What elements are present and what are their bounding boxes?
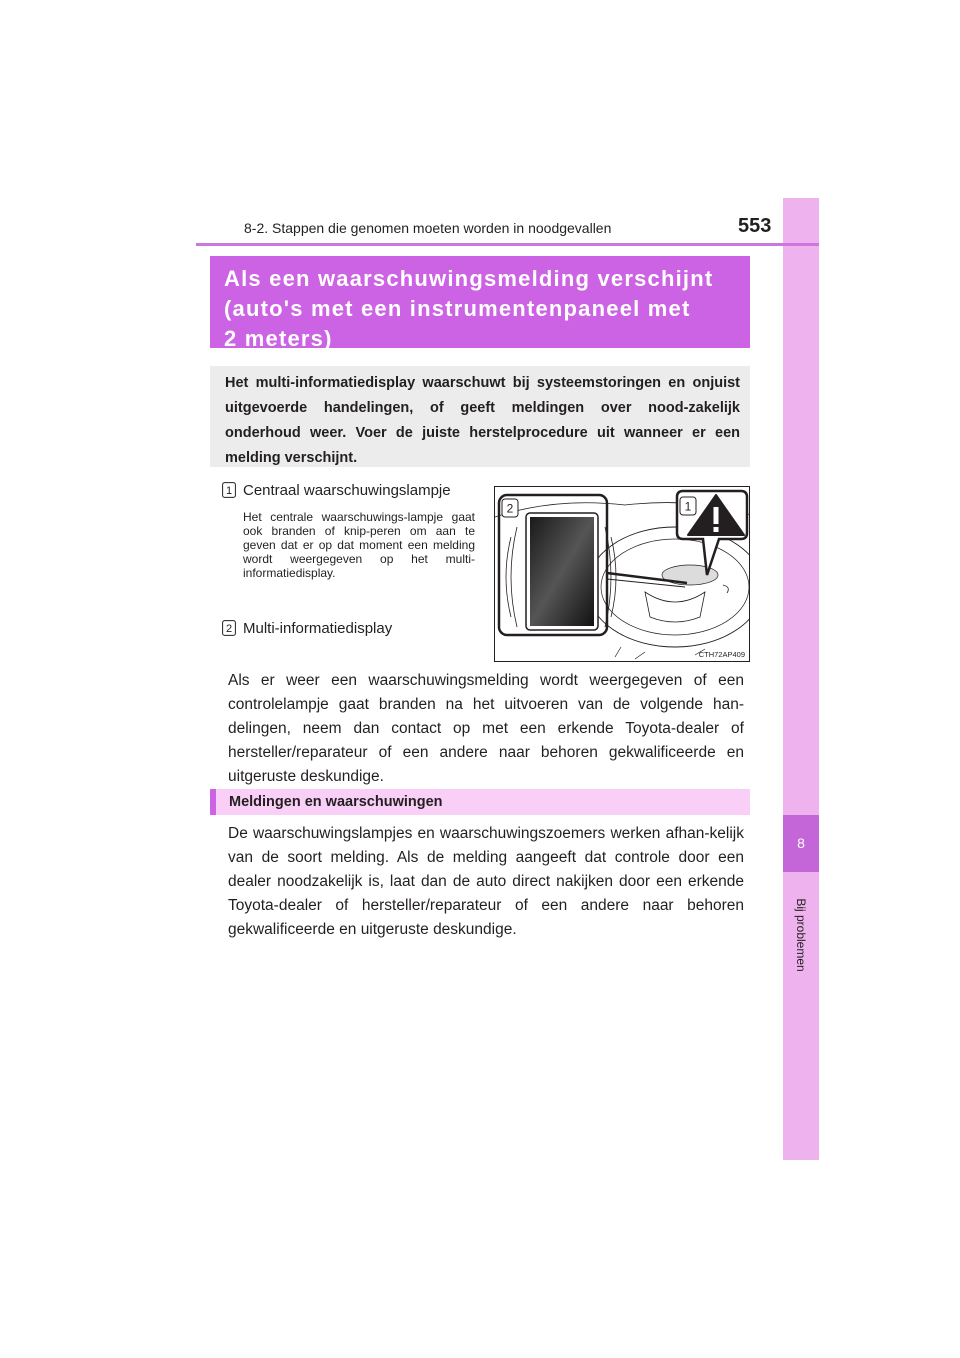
section-title-box	[210, 256, 750, 351]
figure-label-2: 2	[506, 501, 514, 516]
section-title-line-2: (auto's met een instrumentenpaneel met	[224, 296, 691, 321]
chapter-side-tab	[783, 198, 819, 1160]
callout-number-1-icon	[222, 482, 236, 498]
chapter-number: 8	[783, 815, 819, 872]
callout-1-title: Centraal waarschuwingslampje	[243, 482, 451, 499]
figure-label-1: 1	[684, 499, 692, 514]
svg-text:1: 1	[225, 485, 233, 498]
section-title-line-1: Als een waarschuwingsmelding verschijnt	[224, 266, 714, 291]
callout-number-2-icon	[222, 620, 236, 636]
callout-1-description: Het centrale waarschuwings-lampje gaat ook branden of knip-peren om aan te geven dat er op dat moment een melding wordt weergegeven op het multi-informatiedisplay.	[243, 510, 475, 580]
subheading: Meldingen en waarschuwingen	[210, 789, 750, 815]
paragraph-2: De waarschuwingslampjes en waarschuwingszoemers werken afhan-kelijk van de soort melding. Als de melding aangeeft dat controle door een dealer noodzakelijk is, laat dan de auto direct nakijken door een erkende Toyota-dealer of hersteller/reparateur of een andere naar behoren gekwalificeerde en uitgeruste deskundige.	[228, 825, 744, 938]
chapter-label-text: Bij problemen	[794, 898, 808, 972]
page-number: 553	[738, 215, 772, 237]
svg-text:2: 2	[225, 623, 233, 636]
intro-text: Het multi-informatiedisplay waarschuwt bij systeemstoringen en onjuist uitgevoerde handelingen, of geeft meldingen over nood-zakelijk onderhoud weer. Voer de juiste herstelprocedure uit wanneer er een melding verschijnt.	[210, 366, 750, 467]
instrument-panel-drawing	[495, 487, 750, 662]
figure-code: CTH72AP409	[698, 650, 745, 659]
paragraph-1: Als er weer een waarschuwingsmelding wordt weergegeven of een controlelampje gaat branden na het uitvoeren van de volgende han-delingen, neem dan contact op met een erkende Toyota-dealer of hersteller/reparateur of een andere naar behoren gekwalificeerde en uitgeruste deskundige.	[228, 672, 744, 785]
chapter-label	[783, 880, 819, 990]
section-title-line-3: 2 meters)	[224, 326, 333, 351]
section-header: 8-2. Stappen die genomen moeten worden in noodgevallen	[244, 220, 612, 236]
instrument-panel-illustration	[494, 486, 750, 662]
header-rule	[196, 243, 819, 246]
callout-2-title: Multi-informatiedisplay	[243, 620, 393, 637]
